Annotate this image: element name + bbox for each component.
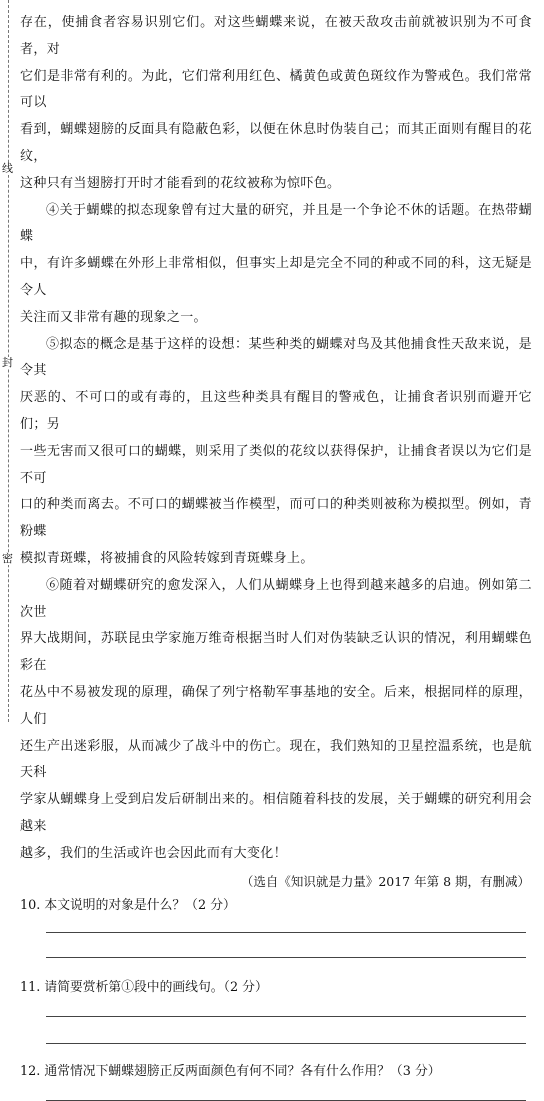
text-line: 模拟青斑蝶，将被捕食的风险转嫁到青斑蝶身上。 bbox=[20, 550, 314, 566]
text-line: 越多，我们的生活或许也会因此而有大变化！ bbox=[20, 845, 288, 861]
question-10 bbox=[20, 896, 532, 958]
paragraph-4 bbox=[20, 198, 532, 332]
text-line: 还生产出迷彩服，从而减少了战斗中的伤亡。现在，我们熟知的卫星控温系统，也是航天科 bbox=[20, 738, 532, 781]
question-text: 12. 通常情况下蝴蝶翅膀正反两面颜色有何不同？各有什么作用？（3 分） bbox=[20, 1063, 441, 1079]
question-12 bbox=[20, 1062, 532, 1101]
text-line: ④关于蝴蝶的拟态现象曾有过大量的研究，并且是一个争论不休的话题。在热带蝴蝶 bbox=[20, 202, 532, 245]
text-line: 口的种类而离去。不可口的蝴蝶被当作模型，而可口的种类则被称为模拟型。例如，青粉蝶 bbox=[20, 497, 532, 540]
paragraph-5 bbox=[20, 332, 532, 573]
question-text: 11. 请简要赏析第①段中的画线句。（2 分） bbox=[20, 979, 268, 995]
binding-mark-mi: 密 bbox=[2, 552, 13, 565]
text-line: 中，有许多蝴蝶在外形上非常相似，但事实上却是完全不同的种或不同的科，这无疑是令人 bbox=[20, 256, 532, 298]
text-line: 界大战期间，苏联昆虫学家施万维奇根据当时人们对伪装缺乏认识的情况，利用蝴蝶色彩在 bbox=[20, 631, 532, 674]
answer-line[interactable] bbox=[46, 932, 526, 933]
paragraph-3 bbox=[20, 10, 532, 198]
question-11 bbox=[20, 978, 532, 1044]
answer-line[interactable] bbox=[46, 1043, 526, 1044]
text-line: 看到，蝴蝶翅膀的反面具有隐蔽色彩，以便在休息时伪装自己；而其正面则有醒目的花纹， bbox=[20, 122, 532, 164]
paragraph-6 bbox=[20, 573, 532, 868]
binding-mark-feng: 封 bbox=[2, 356, 13, 369]
text-line: 它们是非常有利的。为此，它们常利用红色、橘黄色或黄色斑纹作为警戒色。我们常常可以 bbox=[20, 68, 532, 111]
text-line: 学家从蝴蝶身上受到启发后研制出来的。相信随着科技的发展，关于蝴蝶的研究利用会越来 bbox=[20, 792, 532, 834]
document-body bbox=[20, 10, 532, 1101]
text-line: 这种只有当翅膀打开时才能看到的花纹被称为惊吓色。 bbox=[20, 175, 341, 191]
question-text: 10. 本文说明的对象是什么？（2 分） bbox=[20, 897, 236, 913]
source-citation: （选自《知识就是力量》2017 年第 8 期，有删减） bbox=[240, 873, 530, 889]
text-line: 花丛中不易被发现的原理，确保了列宁格勒军事基地的安全。后来，根据同样的原理，人们 bbox=[20, 684, 532, 727]
answer-line[interactable] bbox=[46, 1100, 526, 1101]
text-line: ⑤拟态的概念是基于这样的设想：某些种类的蝴蝶对鸟及其他捕食性天敌来说，是令其 bbox=[20, 336, 532, 379]
answer-line[interactable] bbox=[46, 1016, 526, 1017]
text-line: 厌恶的、不可口的或有毒的，且这些种类具有醒目的警戒色，让捕食者识别而避开它们；另 bbox=[20, 390, 532, 432]
answer-line[interactable] bbox=[46, 957, 526, 958]
text-line: 关注而又非常有趣的现象之一。 bbox=[20, 309, 207, 325]
binding-mark-xian: 线 bbox=[2, 162, 13, 175]
text-line: 存在，使捕食者容易识别它们。对这些蝴蝶来说，在被天敌攻击前就被识别为不可食者，对 bbox=[20, 15, 532, 57]
text-line: ⑥随着对蝴蝶研究的愈发深入，人们从蝴蝶身上也得到越来越多的启迪。例如第二次世 bbox=[20, 577, 532, 620]
text-line: 一些无害而又很可口的蝴蝶，则采用了类似的花纹以获得保护，让捕食者误以为它们是不可 bbox=[20, 443, 532, 486]
